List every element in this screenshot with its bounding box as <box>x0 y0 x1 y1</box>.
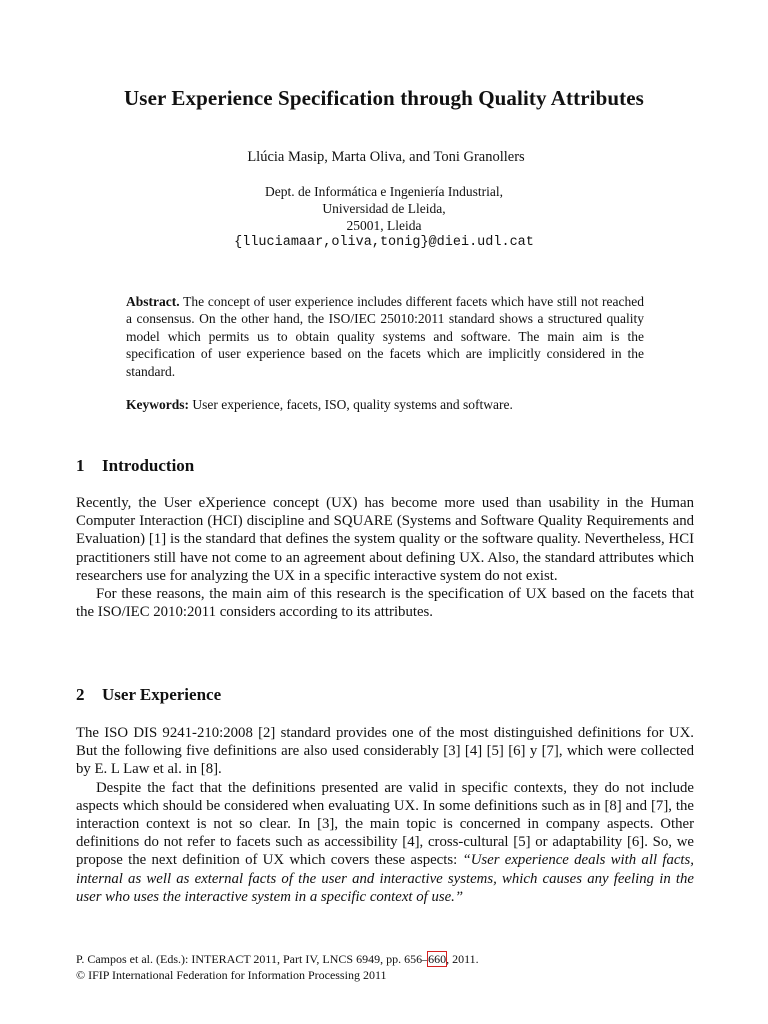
citation-suffix: , 2011. <box>446 952 479 966</box>
author-list: Llúcia Masip, Marta Oliva, and Toni Granollers <box>247 149 525 165</box>
abstract <box>126 293 644 380</box>
affiliation-university: Universidad de Lleida, <box>322 201 446 216</box>
ux-definition-quote: “User experience deals with all facts, internal as well as external facts of the user and interactive systems, which causes any feeling in the user who uses the interactive system in a specific context of use.” <box>76 852 694 905</box>
citation-line <box>76 952 694 968</box>
affiliation-city: 25001, Lleida <box>346 218 422 233</box>
section-body-user-experience <box>76 724 694 906</box>
affiliation-dept: Dept. de Informática e Ingeniería Industrial, <box>264 184 504 199</box>
page-footer <box>76 952 694 983</box>
section-body-introduction <box>76 494 694 621</box>
paragraph: Recently, the User eXperience concept (UX) has become more used than usability in the Human Computer Interaction (HCI) discipline and SQUARE (Systems and Software Quality Requirements and Evaluation) [1] is the standard that defines the system quality or the software quality. Nevertheless, HCI practitioners still have not come to an agreement about defining UX. Also, the standard attributes which researchers use for analyzing the UX in a specific interactive system do not exist. <box>76 495 694 584</box>
section-title: User Experience <box>102 685 222 704</box>
keywords <box>126 396 644 413</box>
author-emails: {lluciamaar,oliva,tonig}@diei.udl.cat <box>234 235 534 250</box>
citation-prefix: P. Campos et al. (Eds.): INTERACT 2011, Part IV, LNCS 6949, pp. 656– <box>76 952 429 966</box>
keywords-label: Keywords: <box>126 397 189 412</box>
keywords-text: User experience, facets, ISO, quality systems and software. <box>189 397 513 412</box>
section-number: 2 <box>76 685 85 704</box>
paragraph-text: Despite the fact that the definitions presented are valid in specific contexts, they do not include aspects which should be considered when evaluating UX. In some definitions such as in [8] and [7], the interaction context is not so clear. In [3], the main topic is concerned in company aspects. Other definitions do not refer to facets such as accessibility [4], cross-cultural [5] or adaptability [6]. So, we propose the next definition of UX which covers these aspects: <box>76 779 694 869</box>
section-heading-introduction <box>76 456 194 476</box>
paragraph: The ISO DIS 9241-210:2008 [2] standard provides one of the most distinguished definitions for UX. But the following five definitions are also used considerably [3] [4] [5] [6] y [7], which were collected by E. L Law et al. in [8]. <box>76 725 694 778</box>
paragraph: For these reasons, the main aim of this research is the specification of UX based on the facets that the ISO/IEC 2010:2011 considers according to its attributes. <box>76 586 694 621</box>
paragraph <box>76 779 694 906</box>
section-number: 1 <box>76 456 85 475</box>
abstract-text: The concept of user experience includes different facets which have still not reached a consensus. On the other hand, the ISO/IEC 25010:2011 standard shows a structured quality model which permits us to obtain quality systems and software. The main aim is the specification of user experience based on the facets which are implicitly considered in the standard. <box>126 294 644 379</box>
section-title: Introduction <box>102 456 195 475</box>
affiliation-block <box>0 183 768 252</box>
section-heading-user-experience <box>76 685 221 705</box>
abstract-label: Abstract. <box>126 294 180 309</box>
copyright-line: © IFIP International Federation for Information Processing 2011 <box>76 967 387 982</box>
citation-end-page-link[interactable]: 660 <box>428 952 447 966</box>
paper-title: User Experience Specification through Quality Attributes <box>124 86 644 110</box>
